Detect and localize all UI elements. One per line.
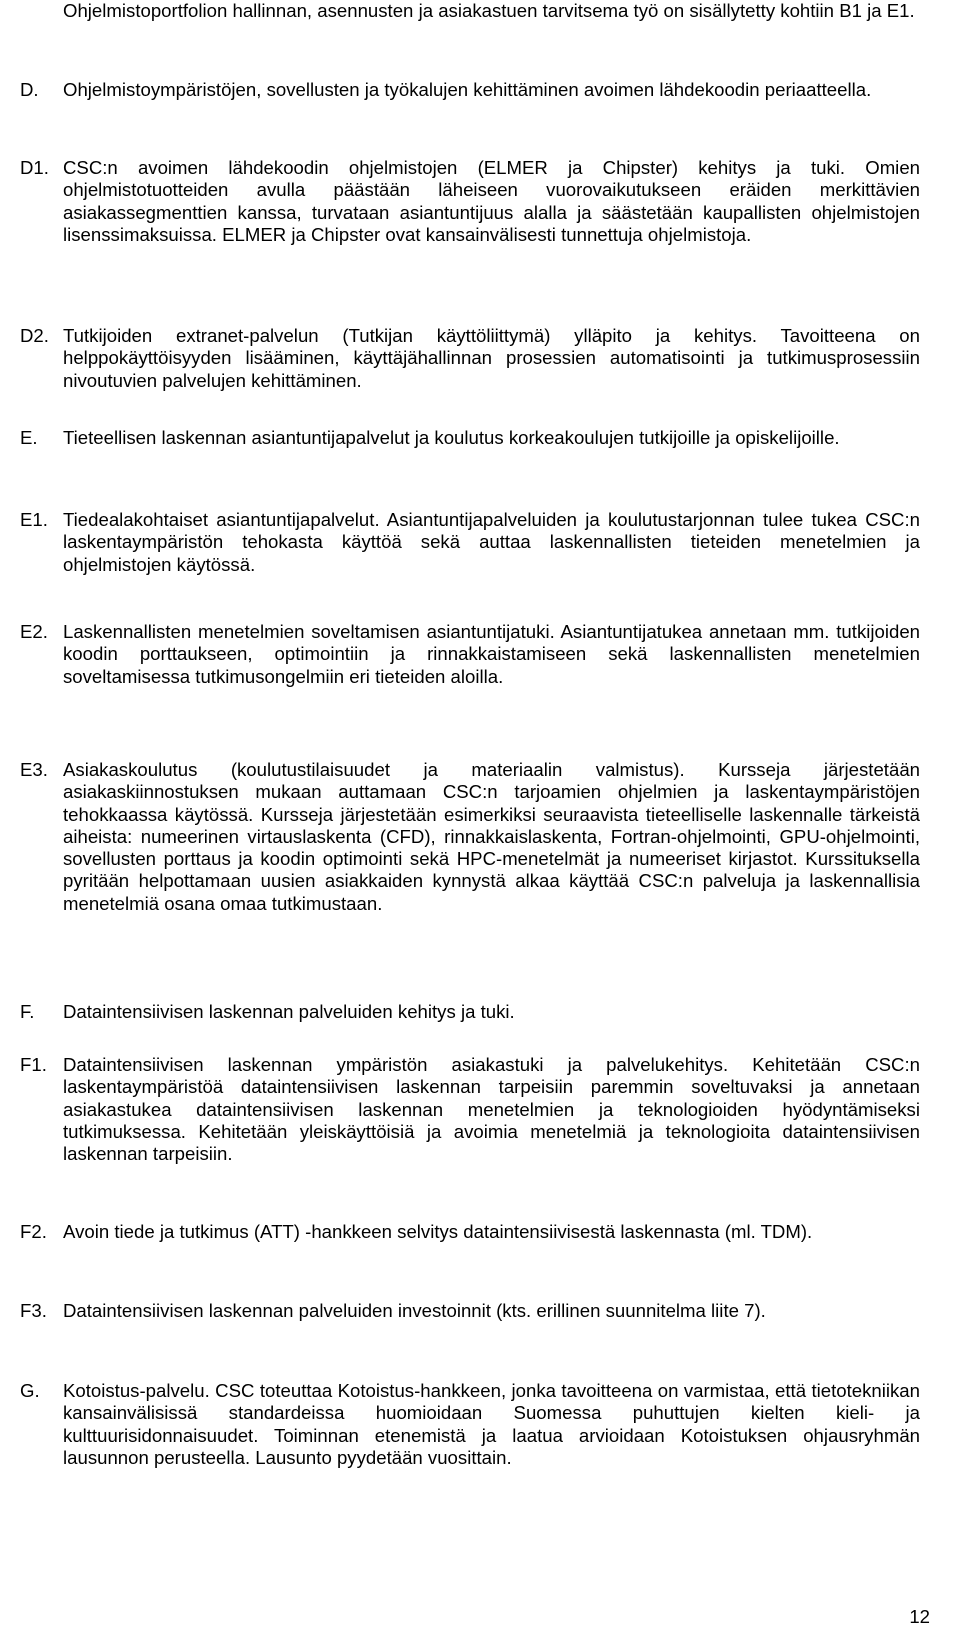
page-number: 12: [909, 1606, 930, 1627]
item-label: D1.: [20, 157, 49, 178]
item-text: CSC:n avoimen lähdekoodin ohjelmistojen (ELMER ja Chipster) kehitys ja tuki. Omien ohjelmistotuotteiden avulla päästään läheiseen vuorovaikutukseen eräiden merkittävien asiakassegmenttien kanssa, turvataan asiantuntijuus alalla ja säästetään kaupallisten ohjelmistojen lisenssimaksuissa. ELMER ja Chipster ovat kansainvälisesti tunnettuja ohjelmistoja.: [63, 157, 920, 245]
list-item: [20, 621, 920, 688]
item-text: Dataintensiivisen laskennan palveluiden investoinnit (kts. erillinen suunnitelma liite 7).: [63, 1300, 766, 1321]
item-label: F2.: [20, 1221, 47, 1242]
item-text: Dataintensiivisen laskennan ympäristön asiakastuki ja palvelukehitys. Kehitetään CSC:n laskentaympäristöä dataintensiivisen laskennan tarpeisiin paremmin soveltuvaksi ja annetaan asiakastukea dataintensiivisen laskennan menetelmien ja teknologioiden hyödyntämiseksi tutkimuksessa. Kehitetään yleiskäyttöisiä ja avoimia menetelmiä ja teknologioita dataintensiivisen laskennan tarpeisiin.: [63, 1054, 920, 1165]
list-item: [20, 759, 920, 915]
item-label: D2.: [20, 325, 49, 346]
list-item: [20, 1221, 920, 1243]
item-text: Ohjelmistoympäristöjen, sovellusten ja työkalujen kehittäminen avoimen lähdekoodin periaatteella.: [63, 79, 872, 100]
item-label: G.: [20, 1380, 40, 1401]
item-label: E3.: [20, 759, 48, 780]
list-item: [20, 157, 920, 246]
item-text: Dataintensiivisen laskennan palveluiden kehitys ja tuki.: [63, 1001, 515, 1022]
list-item: [20, 1054, 920, 1165]
item-text: Tieteellisen laskennan asiantuntijapalvelut ja koulutus korkeakoulujen tutkijoille ja opiskelijoille.: [63, 427, 840, 448]
list-item: [20, 509, 920, 576]
item-text: Tutkijoiden extranet-palvelun (Tutkijan käyttöliittymä) ylläpito ja kehitys. Tavoitteena on helppokäyttöisyyden lisääminen, käyttäjähallinnan prosessien automatisointi ja tutkimusprosessiin nivoutuvien palvelujen kehittäminen.: [63, 325, 920, 391]
item-label: D.: [20, 79, 39, 100]
list-item: [20, 427, 920, 449]
item-label: F3.: [20, 1300, 47, 1321]
item-label: E1.: [20, 509, 48, 530]
list-item: [20, 1380, 920, 1469]
item-label: E.: [20, 427, 38, 448]
item-text: Avoin tiede ja tutkimus (ATT) -hankkeen selvitys dataintensiivisestä laskennasta (ml. TDM).: [63, 1221, 813, 1242]
list-item: [20, 325, 920, 392]
item-text: Laskennallisten menetelmien soveltamisen asiantuntijatuki. Asiantuntijatukea annetaan mm. tutkijoiden koodin porttaukseen, optimointiin ja rinnakkaistamiseen sekä laskennallisten menetelmien soveltamisessa tutkimusongelmiin eri tieteiden aloilla.: [63, 621, 920, 687]
item-label: F.: [20, 1001, 35, 1022]
list-item: [20, 79, 920, 101]
item-label: E2.: [20, 621, 48, 642]
item-text: Ohjelmistoportfolion hallinnan, asennusten ja asiakastuen tarvitsema työ on sisällytetty kohtiin B1 ja E1.: [63, 0, 915, 21]
item-text: Kotoistus-palvelu. CSC toteuttaa Kotoistus-hankkeen, jonka tavoitteena on varmistaa, että tietotekniikan kansainvälisissä standardeissa huomioidaan Suomessa puhuttujen kielten kieli- ja kulttuurisidonnaisuudet. Toiminnan etenemistä ja laatua arvioidaan Kotoistuksen ohjausryhmän lausunnon perusteella. Lausunto pyydetään vuosittain.: [63, 1380, 920, 1468]
list-item: [20, 0, 920, 22]
item-text: Asiakaskoulutus (koulutustilaisuudet ja materiaalin valmistus). Kursseja järjestetään asiakaskiinnostuksen mukaan auttamaan CSC:n tarjoamien ohjelmien ja laskentaympäristöjen tehokkaassa käytössä. Kursseja järjestetään esimerkiksi seuraavista tieteelliselle laskennalle tärkeistä aiheista: numeerinen virtauslaskenta (CFD), rinnakkaislaskenta, Fortran-ohjelmointi, GPU-ohjelmointi, sovellusten porttaus ja koodin optimointi sekä HPC-menetelmät ja numeeriset kirjastot. Kurssituksella pyritään helpottamaan uusien asiakkaiden kynnystä alkaa käyttää CSC:n palveluja ja laskennallisia menetelmiä osana omaa tutkimustaan.: [63, 759, 920, 914]
item-label: F1.: [20, 1054, 47, 1075]
item-text: Tiedealakohtaiset asiantuntijapalvelut. Asiantuntijapalveluiden ja koulutustarjonnan tulee tukea CSC:n laskentaympäristön tehokasta käyttöä sekä auttaa laskennallisten tieteiden menetelmien ja ohjelmistojen käytössä.: [63, 509, 920, 575]
list-item: [20, 1001, 920, 1023]
list-item: [20, 1300, 920, 1322]
